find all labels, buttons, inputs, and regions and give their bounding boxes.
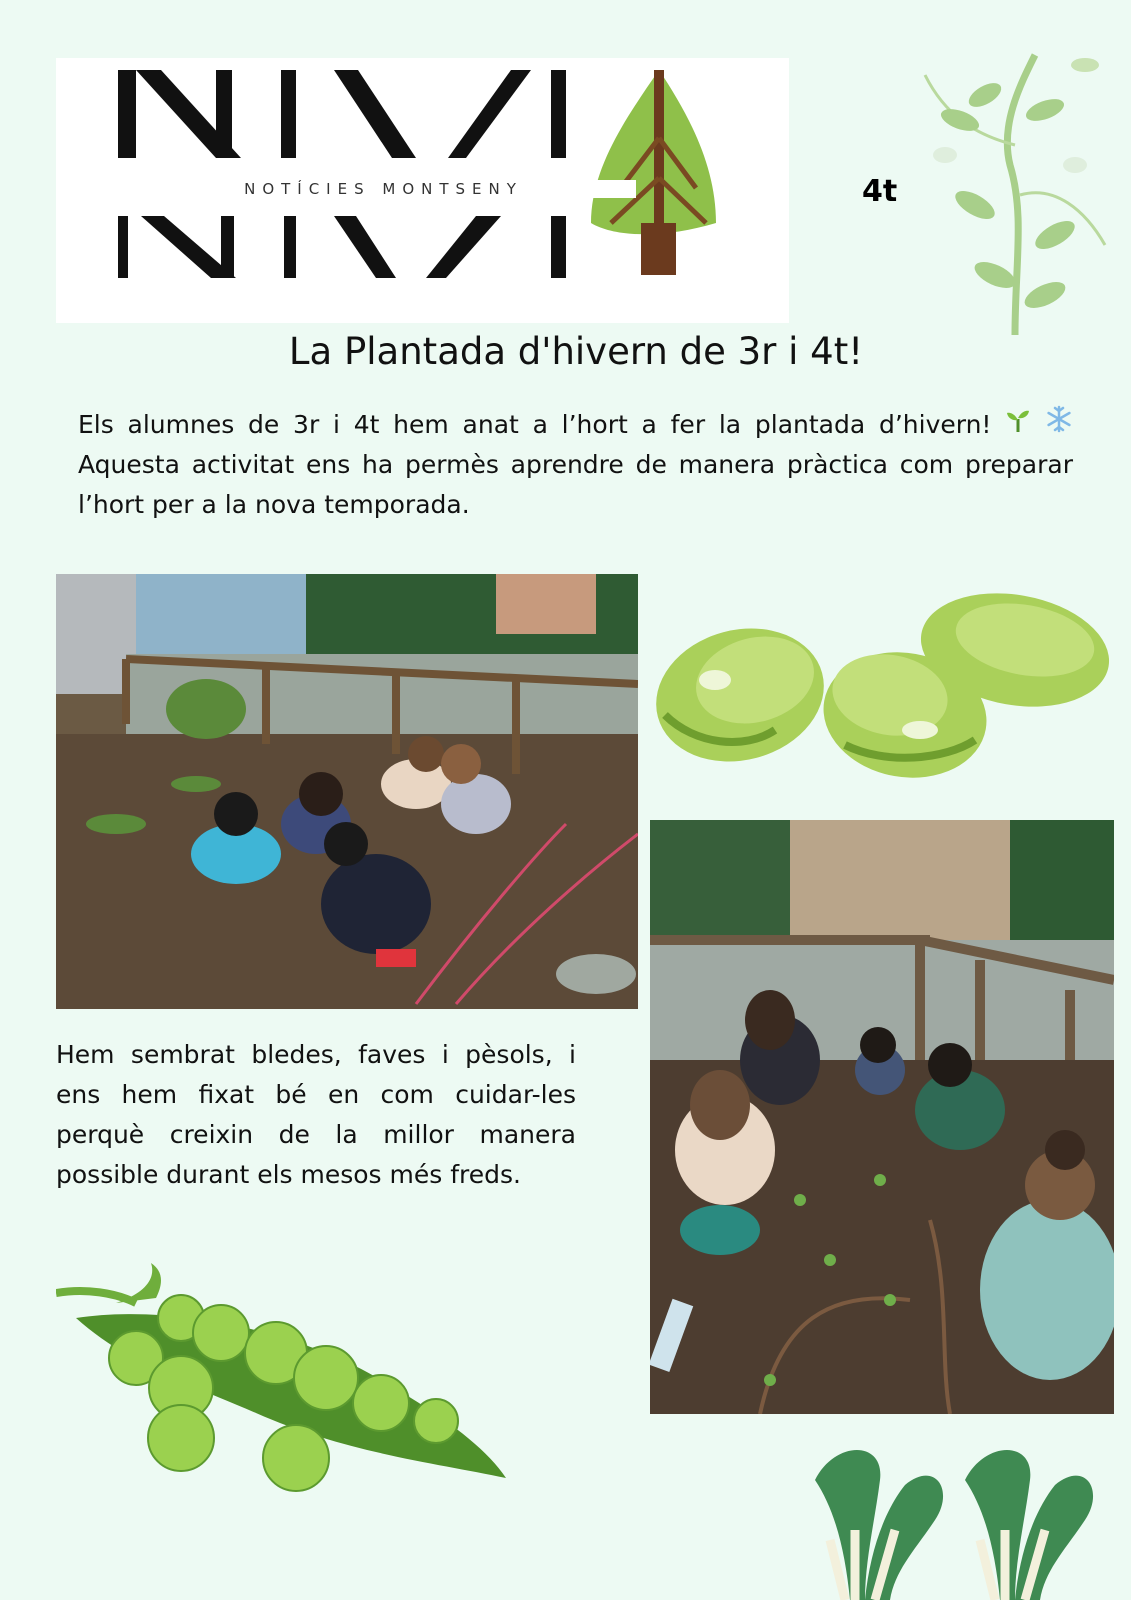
intro-paragraph [78, 405, 1073, 525]
leaf-icon [591, 70, 716, 275]
seedling-icon [1005, 405, 1031, 445]
body-paragraph: Hem sembrat bledes, faves i pèsols, i ens hem fixat bé en com cuidar-les perquè creixin de la millor manera possible durant els mesos més freds. [56, 1040, 576, 1189]
logo-text: NOTÍCIES MONTSENY [131, 180, 636, 198]
pea-pod-icon [56, 1263, 511, 1498]
garden-photo-1 [56, 574, 638, 1009]
intro-text-1: Els alumnes de 3r i 4t hem anat a l’hort a fer la plantada d’hivern! [78, 410, 992, 439]
intro-text-2: Aquesta activitat ens ha permès aprendre de manera pràctica com preparar l’hort per a la nova temporada. [78, 450, 1073, 519]
garden-photo-2 [650, 820, 1114, 1414]
snowflake-icon [1045, 405, 1073, 445]
grade-label: 4t [862, 174, 898, 209]
fava-beans-icon [655, 585, 1110, 795]
masthead-logo [56, 58, 789, 323]
chard-icon [795, 1440, 1115, 1600]
pea-vine-icon [915, 35, 1125, 345]
article-title: La Plantada d'hivern de 3r i 4t! [288, 330, 864, 373]
